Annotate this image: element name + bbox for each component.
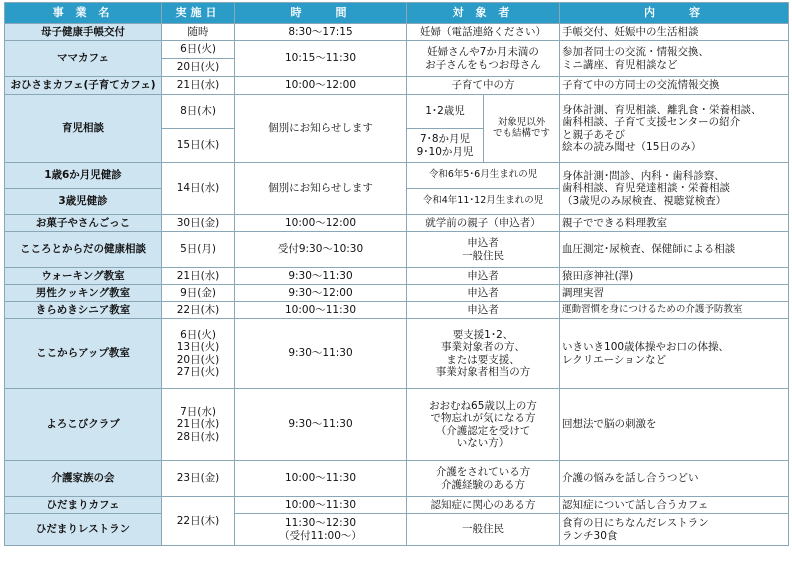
event-target: 子育て中の方	[407, 77, 560, 95]
event-time: 10:00〜12:00	[235, 77, 407, 95]
event-date: 7日(水) 21日(水) 28日(水)	[162, 389, 235, 461]
event-content: 身体計測･問診、内科・歯科診察、 歯科相談、育児発達相談・栄養相談 （3歳児のみ尿検査、視聴覚検査）	[560, 163, 789, 215]
table-row	[5, 215, 789, 232]
event-date: 21日(水)	[162, 77, 235, 95]
table-row	[5, 497, 789, 514]
event-target-age: 1･2歳児	[407, 95, 484, 129]
event-target: 妊婦（電話連絡ください）	[407, 24, 560, 41]
event-content: 猿田彦神社(澤)	[560, 268, 789, 285]
event-target: 就学前の親子（申込者）	[407, 215, 560, 232]
event-date: 随時	[162, 24, 235, 41]
event-time: 個別にお知らせします	[235, 95, 407, 163]
event-name: こころとからだの健康相談	[5, 232, 162, 268]
event-date: 21日(水)	[162, 268, 235, 285]
event-target: 申込者 一般住民	[407, 232, 560, 268]
event-time: 10:00〜11:30	[235, 302, 407, 319]
event-target: 令和4年11･12月生まれの児	[407, 189, 560, 215]
header-name: 事 業 名	[5, 3, 162, 24]
event-time: 10:00〜11:30	[235, 461, 407, 497]
event-target: 認知症に関心のある方	[407, 497, 560, 514]
event-date: 9日(金)	[162, 285, 235, 302]
event-time: 10:00〜12:00	[235, 215, 407, 232]
table-row	[5, 514, 789, 546]
event-target: 令和6年5･6月生まれの児	[407, 163, 560, 189]
event-target-note: 対象児以外 でも結構です	[484, 95, 560, 163]
event-name: ここからアップ教室	[5, 319, 162, 389]
event-date: 15日(木)	[162, 129, 235, 163]
event-name: おひさまカフェ(子育てカフェ)	[5, 77, 162, 95]
event-target: おおむね65歳以上の方 で物忘れが気になる方 （介護認定を受けて いない方）	[407, 389, 560, 461]
table-row	[5, 232, 789, 268]
event-content: いきいき100歳体操やお口の体操、 レクリエーションなど	[560, 319, 789, 389]
event-name: ママカフェ	[5, 41, 162, 77]
event-content: 親子でできる料理教室	[560, 215, 789, 232]
table-row	[5, 302, 789, 319]
table-row	[5, 41, 789, 59]
event-date: 6日(火) 13日(火) 20日(火) 27日(火)	[162, 319, 235, 389]
event-name: 1歳6か月児健診	[5, 163, 162, 189]
event-content: 身体計測、育児相談、離乳食・栄養相談、 歯科相談、子育て支援センターの紹介 と親子あそび 絵本の読み聞せ（15日のみ）	[560, 95, 789, 163]
table-row	[5, 95, 789, 129]
event-name: 3歳児健診	[5, 189, 162, 215]
event-date: 20日(火)	[162, 59, 235, 77]
event-content: 参加者同士の交流・情報交換、 ミニ講座、育児相談など	[560, 41, 789, 77]
header-time: 時 間	[235, 3, 407, 24]
event-date: 23日(金)	[162, 461, 235, 497]
event-name: ひだまりレストラン	[5, 514, 162, 546]
event-time: 9:30〜11:30	[235, 389, 407, 461]
event-name: 育児相談	[5, 95, 162, 163]
event-content: 血圧測定･尿検査、保健師による相談	[560, 232, 789, 268]
event-name: お菓子やさんごっこ	[5, 215, 162, 232]
event-date: 6日(火)	[162, 41, 235, 59]
event-name: ウォーキング教室	[5, 268, 162, 285]
event-name: きらめきシニア教室	[5, 302, 162, 319]
event-content: 認知症について話し合うカフェ	[560, 497, 789, 514]
event-content: 子育て中の方同士の交流情報交換	[560, 77, 789, 95]
header-row	[5, 3, 789, 24]
table-row	[5, 285, 789, 302]
event-date: 8日(木)	[162, 95, 235, 129]
event-name: 介護家族の会	[5, 461, 162, 497]
event-name: ひだまりカフェ	[5, 497, 162, 514]
event-target: 要支援1･2、 事業対象者の方、 または要支援、 事業対象者相当の方	[407, 319, 560, 389]
event-date: 22日(木)	[162, 497, 235, 546]
table-row	[5, 24, 789, 41]
header-content: 内 容	[560, 3, 789, 24]
event-time: 個別にお知らせします	[235, 163, 407, 215]
table-row	[5, 319, 789, 389]
event-content: 介護の悩みを話し合うつどい	[560, 461, 789, 497]
event-content: 調理実習	[560, 285, 789, 302]
table-row	[5, 77, 789, 95]
event-date: 14日(水)	[162, 163, 235, 215]
event-time: 10:00〜11:30	[235, 497, 407, 514]
table-row	[5, 268, 789, 285]
event-content: 回想法で脳の刺激を	[560, 389, 789, 461]
event-date: 30日(金)	[162, 215, 235, 232]
event-time: 8:30〜17:15	[235, 24, 407, 41]
schedule-table-wrapper	[4, 2, 789, 546]
event-time: 9:30〜11:30	[235, 268, 407, 285]
event-time: 11:30〜12:30 （受付11:00〜）	[235, 514, 407, 546]
event-time: 10:15〜11:30	[235, 41, 407, 77]
table-row	[5, 163, 789, 189]
event-time: 9:30〜12:00	[235, 285, 407, 302]
table-row	[5, 389, 789, 461]
header-target: 対 象 者	[407, 3, 560, 24]
event-target: 介護をされている方 介護経験のある方	[407, 461, 560, 497]
event-date: 5日(月)	[162, 232, 235, 268]
header-date: 実施日	[162, 3, 235, 24]
event-content: 運動習慣を身につけるための介護予防教室	[560, 302, 789, 319]
event-target: 申込者	[407, 285, 560, 302]
schedule-table	[4, 2, 789, 546]
event-target: 申込者	[407, 268, 560, 285]
event-time: 9:30〜11:30	[235, 319, 407, 389]
event-time: 受付9:30〜10:30	[235, 232, 407, 268]
event-name: よろこびクラブ	[5, 389, 162, 461]
event-date: 22日(木)	[162, 302, 235, 319]
event-name: 母子健康手帳交付	[5, 24, 162, 41]
event-target-age: 7･8か月児 9･10か月児	[407, 129, 484, 163]
event-content: 手帳交付、妊娠中の生活相談	[560, 24, 789, 41]
event-target: 一般住民	[407, 514, 560, 546]
event-target: 申込者	[407, 302, 560, 319]
event-content: 食育の日にちなんだレストラン ランチ30食	[560, 514, 789, 546]
table-row	[5, 461, 789, 497]
event-target: 妊婦さんや7か月未満の お子さんをもつお母さん	[407, 41, 560, 77]
event-name: 男性クッキング教室	[5, 285, 162, 302]
